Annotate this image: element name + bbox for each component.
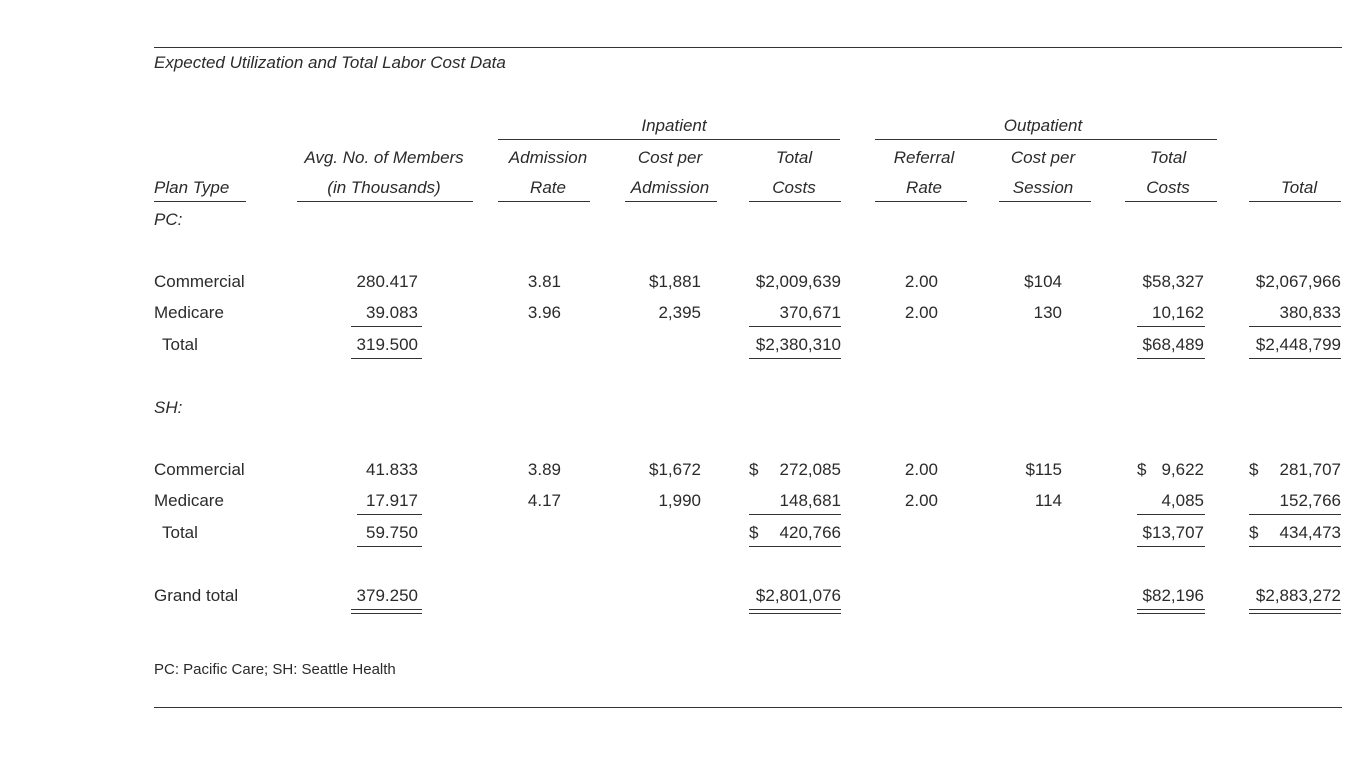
bottom-rule: [154, 707, 1342, 708]
grand-total-double-rule: [1249, 609, 1341, 614]
sh-members-total-rule: [357, 546, 422, 547]
row-name: Grand total: [154, 586, 239, 605]
admission-rate-value: 3.89: [527, 460, 561, 479]
header-cost-session-1: Cost per: [1010, 148, 1076, 167]
header-admission-2: Rate: [530, 178, 566, 197]
header-plan-type-rule: [154, 201, 246, 202]
header-members-2: (in Thousands): [327, 178, 441, 197]
table-caption: Expected Utilization and Total Labor Cost Data: [154, 53, 506, 72]
sh-out-total-subtotal-rule: [1137, 514, 1205, 515]
header-cost-session-rule: [999, 201, 1091, 202]
row-name: Medicare: [154, 491, 224, 510]
members-value: 41.833: [366, 460, 418, 479]
row-name: Medicare: [154, 303, 224, 322]
group-outpatient-rule: [875, 139, 1217, 140]
cost-admission-value: $1,672: [649, 460, 701, 479]
group-outpatient: Outpatient: [1003, 116, 1083, 135]
header-plan-type: Plan Type: [154, 178, 230, 197]
out-total-currency: $: [1137, 460, 1147, 479]
header-cost-session-2: Session: [1012, 178, 1074, 197]
in-total-value: $2,801,076: [755, 586, 841, 605]
sh-members-subtotal-rule: [357, 514, 422, 515]
cost-admission-value: 2,395: [658, 303, 701, 322]
in-total-value: 420,766: [779, 523, 841, 542]
pc-members-total-rule: [351, 358, 422, 359]
in-total-currency: $: [749, 523, 759, 542]
header-total: Total: [1280, 178, 1318, 197]
total-value: 281,707: [1279, 460, 1341, 479]
in-total-value: 148,681: [779, 491, 841, 510]
out-total-value: $68,489: [1142, 335, 1204, 354]
in-total-value: 370,671: [779, 303, 841, 322]
members-value: 39.083: [366, 303, 418, 322]
out-total-value: 9,622: [1161, 460, 1204, 479]
pc-in-total-subtotal-rule: [749, 326, 841, 327]
header-referral-2: Rate: [906, 178, 942, 197]
cost-session-value: $115: [1025, 460, 1062, 479]
group-inpatient: Inpatient: [641, 116, 707, 135]
total-value: $2,883,272: [1255, 586, 1341, 605]
cost-session-value: $104: [1024, 272, 1062, 291]
header-out-total-2: Costs: [1146, 178, 1190, 197]
members-value: 319.500: [356, 335, 418, 354]
pc-members-subtotal-rule: [351, 326, 422, 327]
admission-rate-value: 3.81: [527, 272, 561, 291]
total-value: 434,473: [1279, 523, 1341, 542]
total-currency: $: [1249, 460, 1259, 479]
header-cost-admission-2: Admission: [630, 178, 710, 197]
out-total-value: 4,085: [1161, 491, 1204, 510]
total-currency: $: [1249, 523, 1259, 542]
out-total-value: $82,196: [1142, 586, 1204, 605]
admission-rate-value: 4.17: [527, 491, 561, 510]
in-total-currency: $: [749, 460, 759, 479]
pc-out-total-subtotal-rule: [1137, 326, 1205, 327]
section-sh-label: SH:: [154, 398, 183, 417]
header-in-total-1: Total: [775, 148, 813, 167]
sh-total-total-rule: [1249, 546, 1341, 547]
out-total-value: 10,162: [1152, 303, 1204, 322]
row-name: Commercial: [154, 272, 245, 291]
pc-out-total-total-rule: [1137, 358, 1205, 359]
cost-session-value: 114: [1034, 491, 1062, 510]
total-value: 152,766: [1279, 491, 1341, 510]
total-value: $2,067,966: [1255, 272, 1341, 291]
grand-out-total-double-rule: [1137, 609, 1205, 614]
sh-out-total-total-rule: [1137, 546, 1205, 547]
referral-rate-value: 2.00: [904, 272, 938, 291]
pc-total-subtotal-rule: [1249, 326, 1341, 327]
header-members-rule: [297, 201, 473, 202]
header-admission-rule: [498, 201, 590, 202]
group-inpatient-rule: [498, 139, 840, 140]
cost-session-value: 130: [1033, 303, 1062, 322]
header-referral-1: Referral: [893, 148, 955, 167]
members-value: 379.250: [356, 586, 418, 605]
grand-members-double-rule: [351, 609, 422, 614]
members-value: 280.417: [356, 272, 418, 291]
sh-total-subtotal-rule: [1249, 514, 1341, 515]
members-value: 59.750: [366, 523, 418, 542]
grand-in-total-double-rule: [749, 609, 841, 614]
out-total-value: $58,327: [1142, 272, 1204, 291]
header-referral-rule: [875, 201, 967, 202]
referral-rate-value: 2.00: [904, 491, 938, 510]
cost-admission-value: 1,990: [658, 491, 701, 510]
row-name: Total: [162, 523, 198, 542]
footnote: PC: Pacific Care; SH: Seattle Health: [154, 661, 396, 678]
header-total-rule: [1249, 201, 1341, 202]
referral-rate-value: 2.00: [904, 460, 938, 479]
header-members-1: Avg. No. of Members: [304, 148, 464, 167]
header-in-total-rule: [749, 201, 841, 202]
pc-in-total-total-rule: [749, 358, 841, 359]
section-pc-label: PC:: [154, 210, 183, 229]
sh-in-total-subtotal-rule: [749, 514, 841, 515]
in-total-value: 272,085: [779, 460, 841, 479]
top-rule: [154, 47, 1342, 48]
admission-rate-value: 3.96: [527, 303, 561, 322]
members-value: 17.917: [366, 491, 418, 510]
total-value: 380,833: [1279, 303, 1341, 322]
out-total-value: $13,707: [1142, 523, 1204, 542]
header-admission-1: Admission: [508, 148, 588, 167]
header-out-total-rule: [1125, 201, 1217, 202]
row-name: Commercial: [154, 460, 245, 479]
header-cost-admission-1: Cost per: [637, 148, 703, 167]
cost-admission-value: $1,881: [649, 272, 701, 291]
in-total-value: $2,380,310: [755, 335, 841, 354]
referral-rate-value: 2.00: [904, 303, 938, 322]
row-name: Total: [162, 335, 198, 354]
pc-total-total-rule: [1249, 358, 1341, 359]
in-total-value: $2,009,639: [755, 272, 841, 291]
header-cost-admission-rule: [625, 201, 717, 202]
total-value: $2,448,799: [1255, 335, 1341, 354]
header-in-total-2: Costs: [772, 178, 816, 197]
sh-in-total-total-rule: [749, 546, 841, 547]
header-out-total-1: Total: [1149, 148, 1187, 167]
